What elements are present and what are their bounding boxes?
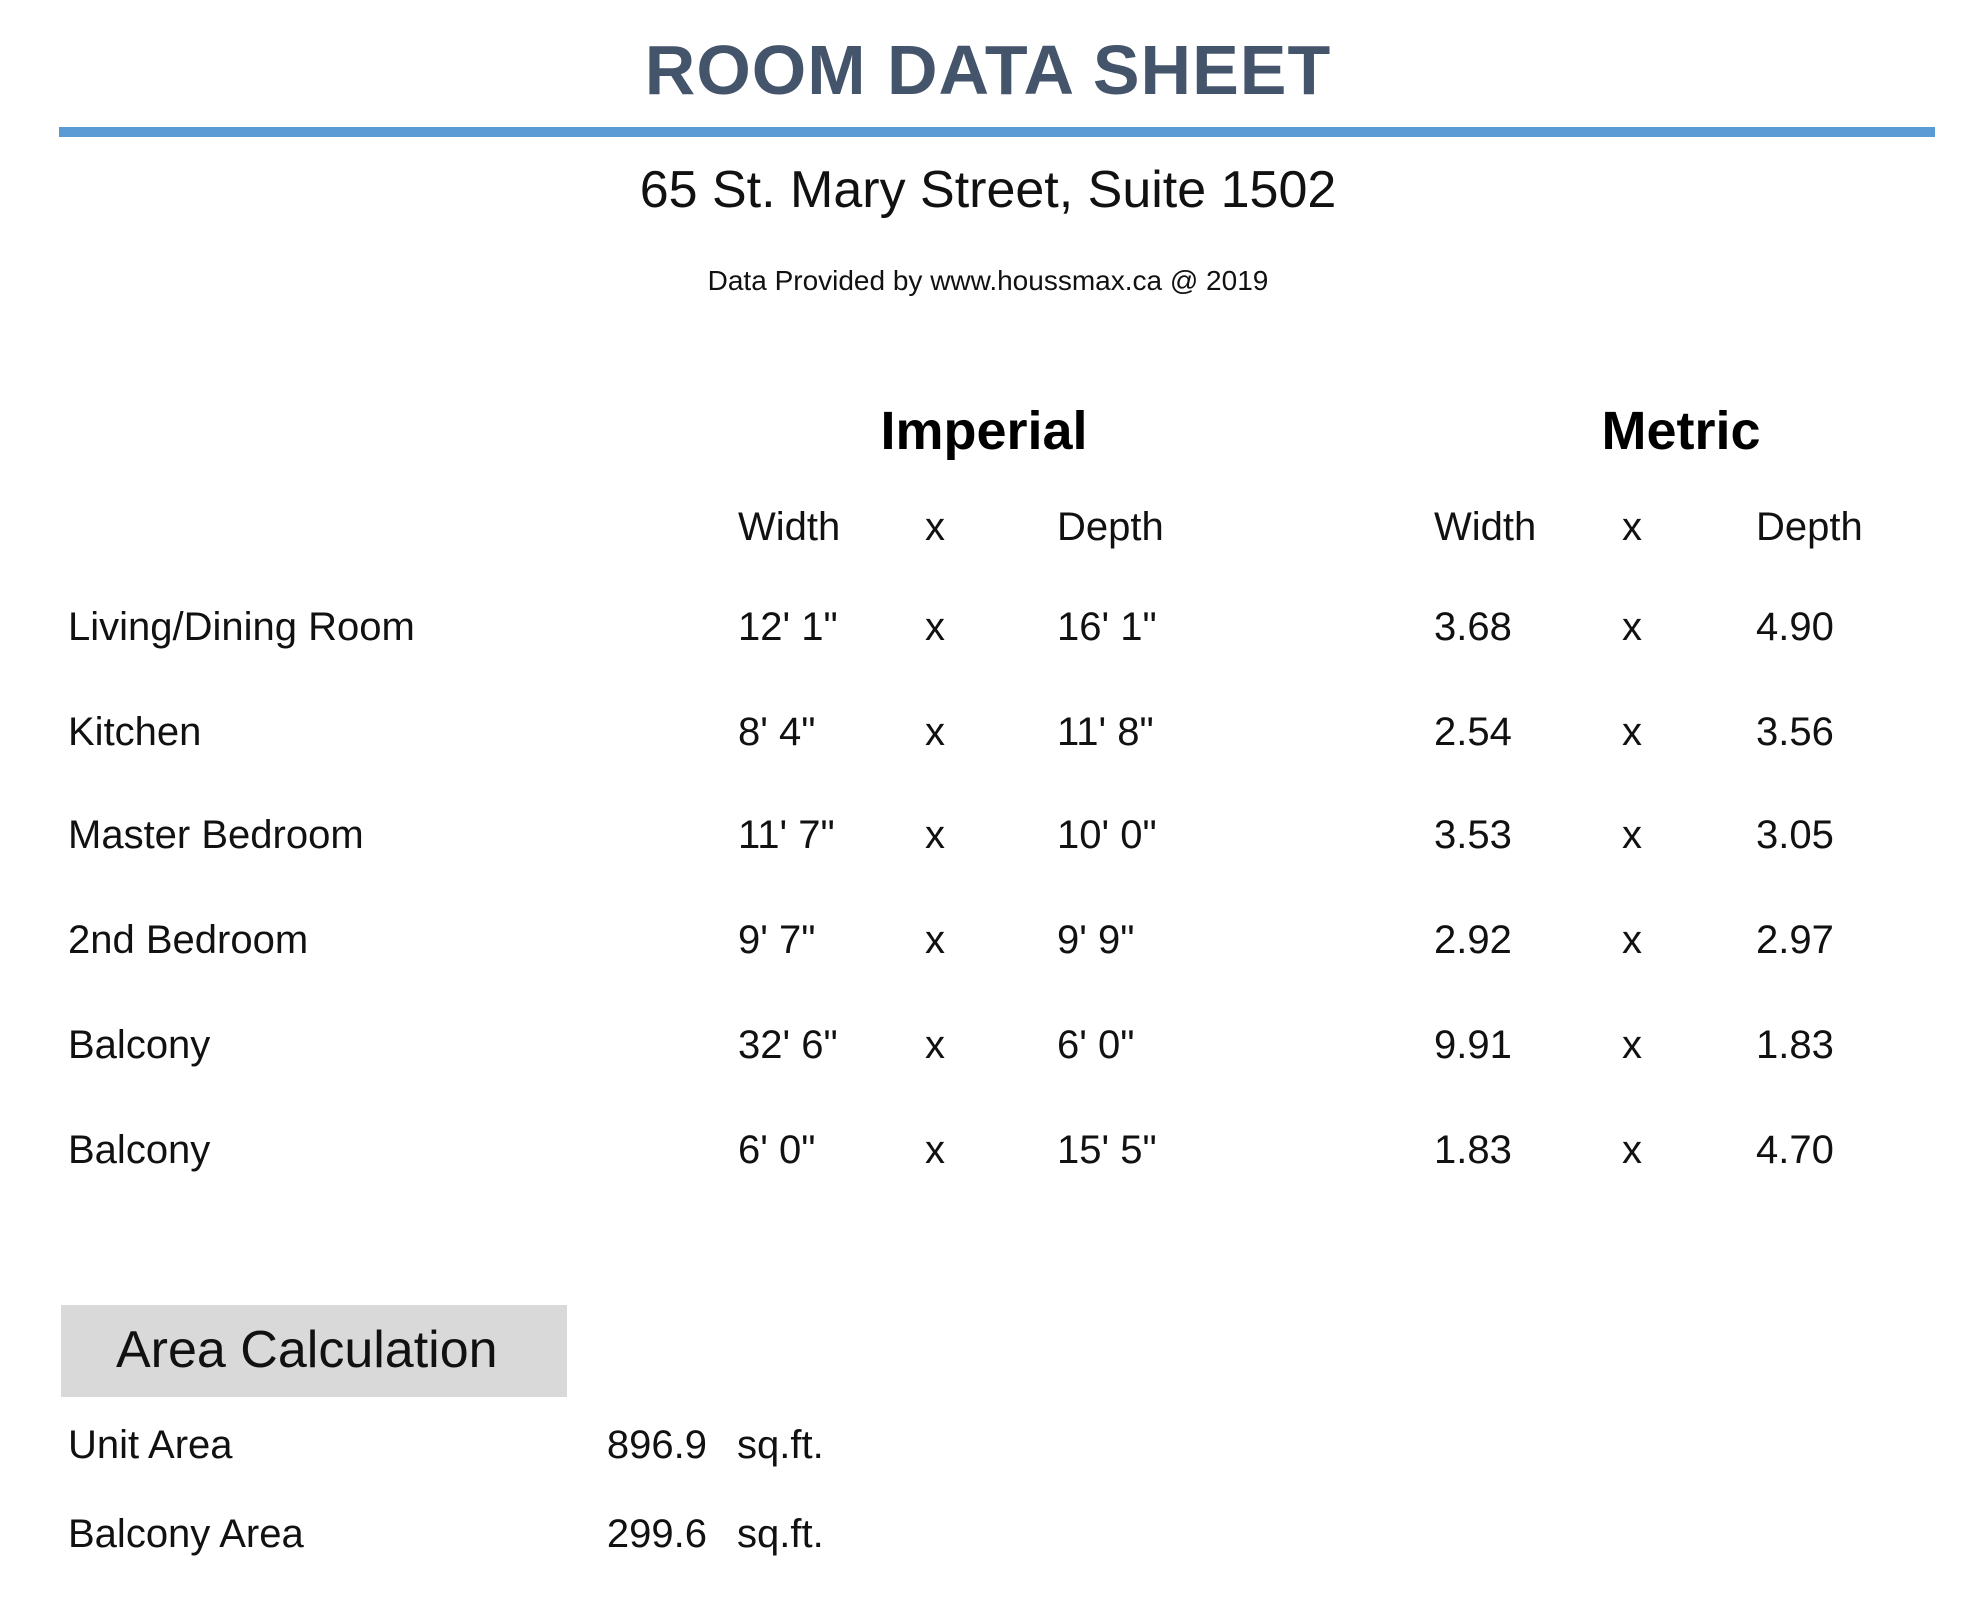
metric-depth: 3.56: [1756, 710, 1834, 754]
col-header-imperial-width: Width: [738, 505, 841, 549]
room-name: Balcony: [68, 1128, 211, 1172]
room-name: Kitchen: [68, 710, 202, 754]
imperial-depth: 6' 0": [1057, 1023, 1135, 1067]
area-unit: sq.ft.: [737, 1423, 824, 1467]
area-value: 299.6: [606, 1512, 707, 1556]
page-title: ROOM DATA SHEET: [644, 31, 1332, 109]
metric-depth: 1.83: [1756, 1023, 1834, 1067]
col-header-imperial-x: x: [925, 505, 945, 549]
imperial-depth: 16' 1": [1057, 605, 1157, 649]
title-divider: [59, 127, 1935, 137]
room-name: 2nd Bedroom: [68, 918, 309, 962]
imperial-separator: x: [925, 918, 945, 962]
area-unit: sq.ft.: [737, 1512, 824, 1556]
imperial-width: 12' 1": [738, 605, 838, 649]
imperial-separator: x: [925, 605, 945, 649]
imperial-width: 11' 7": [738, 813, 835, 857]
imperial-width: 8' 4": [738, 710, 816, 754]
metric-separator: x: [1622, 918, 1642, 962]
metric-width: 2.54: [1434, 710, 1512, 754]
imperial-separator: x: [925, 1128, 945, 1172]
area-calculation-heading: [61, 1305, 567, 1397]
metric-depth: 3.05: [1756, 813, 1834, 857]
metric-header: Metric: [1601, 401, 1761, 461]
col-header-imperial-depth: Depth: [1057, 505, 1164, 549]
col-header-metric-x: x: [1622, 505, 1642, 549]
metric-depth: 4.70: [1756, 1128, 1834, 1172]
imperial-width: 6' 0": [738, 1128, 816, 1172]
metric-depth: 2.97: [1756, 918, 1834, 962]
area-label: Balcony Area: [68, 1512, 304, 1556]
metric-width: 1.83: [1434, 1128, 1512, 1172]
metric-depth: 4.90: [1756, 605, 1834, 649]
col-header-metric-depth: Depth: [1756, 505, 1863, 549]
imperial-width: 9' 7": [738, 918, 816, 962]
metric-width: 3.68: [1434, 605, 1512, 649]
metric-width: 2.92: [1434, 918, 1512, 962]
metric-separator: x: [1622, 605, 1642, 649]
imperial-header: Imperial: [880, 401, 1088, 461]
imperial-separator: x: [925, 813, 945, 857]
address: 65 St. Mary Street, Suite 1502: [639, 161, 1337, 219]
room-name: Living/Dining Room: [68, 605, 415, 649]
imperial-depth: 9' 9": [1057, 918, 1135, 962]
imperial-depth: 15' 5": [1057, 1128, 1157, 1172]
imperial-width: 32' 6": [738, 1023, 838, 1067]
area-heading-label: Area Calculation: [116, 1321, 498, 1379]
imperial-separator: x: [925, 710, 945, 754]
metric-separator: x: [1622, 710, 1642, 754]
imperial-depth: 10' 0": [1057, 813, 1157, 857]
metric-separator: x: [1622, 1023, 1642, 1067]
room-name: Balcony: [68, 1023, 211, 1067]
metric-separator: x: [1622, 813, 1642, 857]
imperial-separator: x: [925, 1023, 945, 1067]
room-name: Master Bedroom: [68, 813, 364, 857]
data-credit: Data Provided by www.houssmax.ca @ 2019: [707, 265, 1269, 296]
col-header-metric-width: Width: [1434, 505, 1537, 549]
imperial-depth: 11' 8": [1057, 710, 1154, 754]
area-label: Unit Area: [68, 1423, 233, 1467]
metric-separator: x: [1622, 1128, 1642, 1172]
metric-width: 9.91: [1434, 1023, 1512, 1067]
metric-width: 3.53: [1434, 813, 1512, 857]
area-value: 896.9: [606, 1423, 707, 1467]
